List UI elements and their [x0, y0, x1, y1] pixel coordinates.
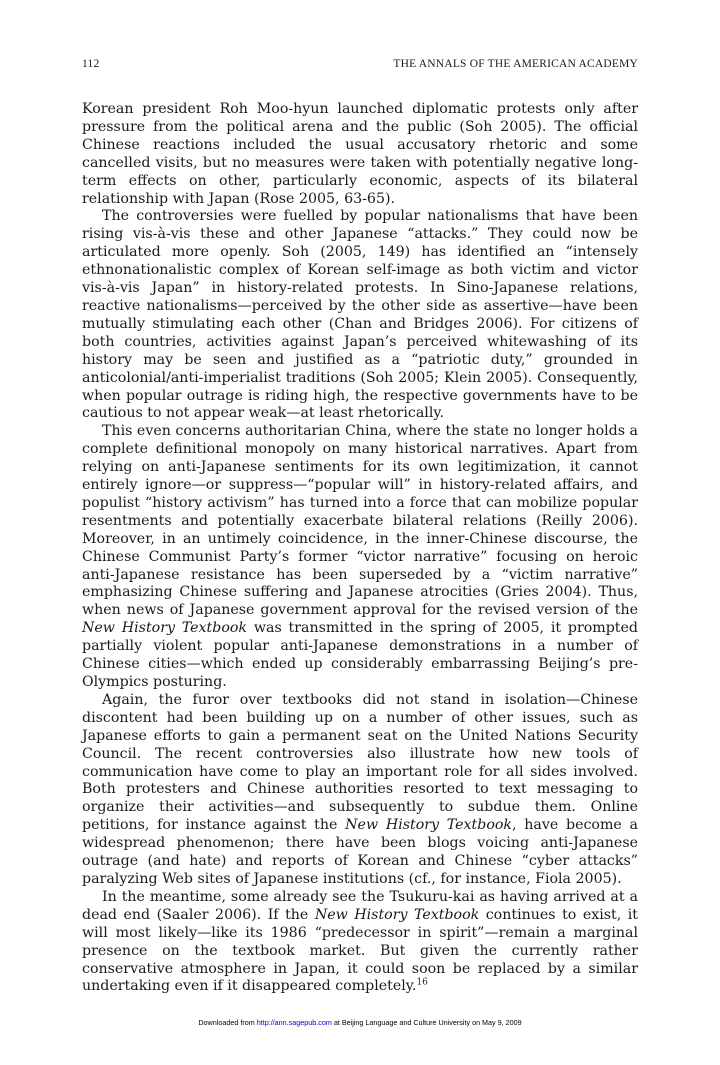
download-footer: [0, 1018, 720, 1027]
paragraph-3-text-a: This even concerns authoritarian China, where the state no longer holds a complete definitional monopoly on many historical narratives. Apart from relying on anti-Japanese sentiments for its own legitimization, it cannot entirely ignore—or suppress—“popular will” in history-related affairs, and populist “history activism” has turned into a force that can mobilize popular resentments and potentially exacerbate bilateral relations (Reilly 2006). Moreover, in an untimely coincidence, in the inner-Chinese discourse, the Chinese Communist Party’s former “victor narrative” focusing on heroic anti-Japanese resistance has been superseded by a “victim narrative” emphasizing Chinese suffering and Japanese atrocities (Gries 2004). Thus, when news of Japanese government approval for the revised version of the: [82, 423, 638, 619]
paragraph-2: [82, 208, 638, 423]
paragraph-3-text-b: was transmitted in the spring of 2005, it prompted partially violent popular anti-Japanese demonstrations in a number of Chinese cities—which ended up considerably embarrassing Beijing’s pre-Olympics posturing.: [82, 620, 638, 690]
paragraph-1-text: Korean president Roh Moo-hyun launched diplomatic protests only after pressure from the political arena and the public (Soh 2005). The official Chinese reactions included the usual accusatory rhetoric and some cancelled visits, but no measures were taken with potentially negative long-term effects on other, particularly economic, aspects of its bilateral relationship with Japan (Rose 2005, 63-65).: [82, 101, 638, 207]
paragraph-4-text-a: Again, the furor over textbooks did not stand in isolation—Chinese discontent had been building up on a number of other issues, such as Japanese efforts to gain a permanent seat on the United Nations Security Council. The recent controversies also illustrate how new tools of communication have come to play an important role for all sides involved. Both protesters and Chinese authorities resorted to text messaging to organize their activities—and subsequently to subdue them. Online petitions, for instance against the: [82, 691, 638, 834]
footer-prefix: Downloaded from: [198, 1018, 257, 1027]
source-link[interactable]: http://ann.sagepub.com: [256, 1018, 332, 1027]
book-title: New History Textbook: [345, 817, 513, 834]
article-body: [82, 101, 638, 996]
paragraph-1: [82, 101, 638, 208]
book-title: New History Textbook: [82, 620, 248, 637]
footnote-marker: 16: [416, 977, 428, 988]
paragraph-3: [82, 423, 638, 692]
paragraph-4-text-b: , have become a widespread phenomenon; there have been blogs voicing anti-Japanese outrage (and hate) and reports of Korean and Chinese “cyber attacks” paralyzing Web sites of Japanese institutions (cf., for instance, Fiola 2005).: [82, 817, 638, 887]
page-number: 112: [82, 58, 100, 70]
footer-suffix: at Beijing Language and Culture University on May 9, 2009: [331, 1018, 522, 1027]
paragraph-4: [82, 692, 638, 889]
running-header: [82, 58, 638, 70]
paragraph-5-text-b: continues to exist, it will most likely—like its 1986 “predecessor in spirit”—remain a marginal presence on the textbook market. But given the currently rather conservative atmosphere in Japan, it could soon be replaced by a similar undertaking even if it disappeared completely.: [82, 906, 638, 995]
paragraph-2-text: The controversies were fuelled by popular nationalisms that have been rising vis-à-vis these and other Japanese “attacks.” They could now be articulated more openly. Soh (2005, 149) has identified an “intensely ethnonationalistic complex of Korean self-image as both victim and victor vis-à-vis Japan” in history-related protests. In Sino-Japanese relations, reactive nationalisms—perceived by the other side as assertive—have been mutually stimulating each other (Chan and Bridges 2006). For citizens of both countries, activities against Japan’s perceived whitewashing of its history may be seen and justified as a “patriotic duty,” grounded in anticolonial/anti-imperialist traditions (Soh 2005; Klein 2005). Consequently, when popular outrage is riding high, the respective governments have to be cautious to not appear weak—at least rhetorically.: [82, 208, 638, 422]
paragraph-5: [82, 889, 638, 996]
paragraph-5-text-a: In the meantime, some already see the Tsukuru-kai as having arrived at a dead end (Saaler 2006). If the: [82, 888, 638, 923]
running-title: THE ANNALS OF THE AMERICAN ACADEMY: [393, 58, 638, 70]
book-title: New History Textbook: [314, 906, 480, 923]
